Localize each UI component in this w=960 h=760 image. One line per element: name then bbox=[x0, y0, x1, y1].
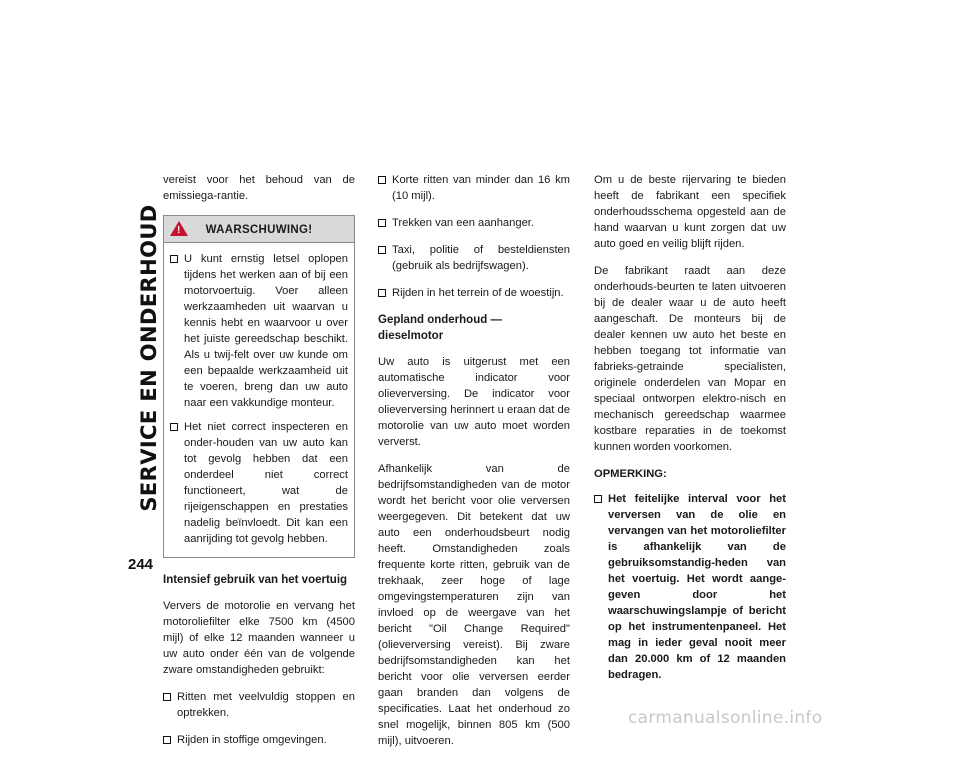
warning-title: WAARSCHUWING! bbox=[205, 224, 313, 236]
warning-box bbox=[163, 215, 355, 558]
list-item: Korte ritten van minder dan 16 km (10 mijl). bbox=[378, 172, 570, 204]
list-item: Trekken van een aanhanger. bbox=[378, 215, 570, 231]
watermark: carmanualsonline.info bbox=[628, 708, 823, 728]
section-heading: Gepland onderhoud — dieselmotor bbox=[378, 314, 502, 342]
intro-text: vereist voor het behoud van de emissiega-rantie. bbox=[163, 174, 355, 202]
square-bullet-icon bbox=[378, 219, 386, 227]
column-3 bbox=[594, 172, 786, 694]
list-item: Ritten met veelvuldig stoppen en optrekken. bbox=[163, 689, 355, 721]
square-bullet-icon bbox=[594, 495, 602, 503]
section-heading: Intensief gebruik van het voertuig bbox=[163, 574, 348, 586]
square-bullet-icon bbox=[163, 736, 171, 744]
list-item: Het niet correct inspecteren en onder-houden van uw auto kan tot gevolg hebben dat een onderdeel niet correct functioneert, wat de rijeigenschappen en prestaties nadelig beïnvloedt. Dit kan een aanrijding tot gevolg hebben. bbox=[170, 419, 348, 547]
column-1 bbox=[163, 172, 355, 759]
paragraph: Uw auto is uitgerust met een automatische indicator voor olieverversing. De indicator voor olieverversing herinnert u eraan dat de motorolie van uw auto moet worden ververst. bbox=[378, 356, 570, 448]
square-bullet-icon bbox=[378, 289, 386, 297]
paragraph: De fabrikant raadt aan deze onderhouds-beurten te laten uitvoeren bij de dealer waar u de auto heeft aangeschaft. De monteurs bij de dealer kennen uw auto het beste en hebben toegang tot informatie van fabrieks-getrainde specialisten, originele onderdelen van Mopar en speciaal ontworpen elektro-nisch en mechanisch gereedschap waarmee kostbare reparaties in de toekomst kunnen worden voorkomen. bbox=[594, 265, 786, 453]
section-title-text: SERVICE EN ONDERHOUD bbox=[137, 204, 161, 512]
page-number: 244 bbox=[128, 556, 154, 573]
square-bullet-icon bbox=[378, 246, 386, 254]
warning-header bbox=[164, 216, 354, 243]
paragraph: Ververs de motorolie en vervang het motoroliefilter elke 7500 km (4500 mijl) of elke 12 maanden wanneer u uw auto onder één van de volgende zware omstandigheden gebruikt: bbox=[163, 600, 355, 676]
square-bullet-icon bbox=[170, 255, 178, 263]
list-item: Taxi, politie of besteldiensten (gebruik als bedrijfswagen). bbox=[378, 242, 570, 274]
warning-body bbox=[164, 243, 354, 557]
square-bullet-icon bbox=[163, 693, 171, 701]
list-item: U kunt ernstig letsel oplopen tijdens het werken aan of bij een motorvoertuig. Voer alleen werkzaamheden uit waarvan u kennis hebt en waarvoor u over het juiste gereedschap beschikt. Als u twij-felt over uw kunde om een bepaalde werkzaamheid uit te voeren, breng dan uw auto naar een vakkundige monteur. bbox=[170, 251, 348, 411]
list-item: Rijden in stoffige omgevingen. bbox=[163, 732, 355, 748]
paragraph: Om u de beste rijervaring te bieden heeft de fabrikant een specifiek onderhoudsschema opgesteld aan de hand waarvan u kunt zorgen dat uw auto goed en veilig blijft rijden. bbox=[594, 174, 786, 250]
note-heading: OPMERKING: bbox=[594, 468, 667, 480]
column-2 bbox=[378, 172, 570, 760]
note-item: Het feitelijke interval voor het verversen van de olie en vervangen van het motoroliefilter is afhankelijk van de gebruiksomstandig-heden van het voertuig. Het wordt aange-geven door het waarschuwingslampje of bericht op het instrumentenpaneel. Het mag in ieder geval nooit meer dan 20.000 km of 12 maanden bedragen. bbox=[594, 491, 786, 683]
paragraph: Afhankelijk van de bedrijfsomstandigheden van de motor wordt het bericht voor olie verversen weergegeven. Dit betekent dat uw auto een onderhoudsbeurt nodig heeft. Omstandigheden zoals frequente korte ritten, gebruik van de trekhaak, zeer hoge of lage omgevingstemperaturen zijn van invloed op de weergave van het bericht "Oil Change Required" (olieverversing vereist). Bij zware bedrijfsomstandigheden kan het bericht voor olie verversen eerder gaan branden dan volgens de specificaties. Laat het onderhoud zo snel mogelijk, binnen 805 km (500 mijl), uitvoeren. bbox=[378, 463, 570, 747]
list-item: Rijden in het terrein of de woestijn. bbox=[378, 285, 570, 301]
square-bullet-icon bbox=[378, 176, 386, 184]
square-bullet-icon bbox=[170, 423, 178, 431]
